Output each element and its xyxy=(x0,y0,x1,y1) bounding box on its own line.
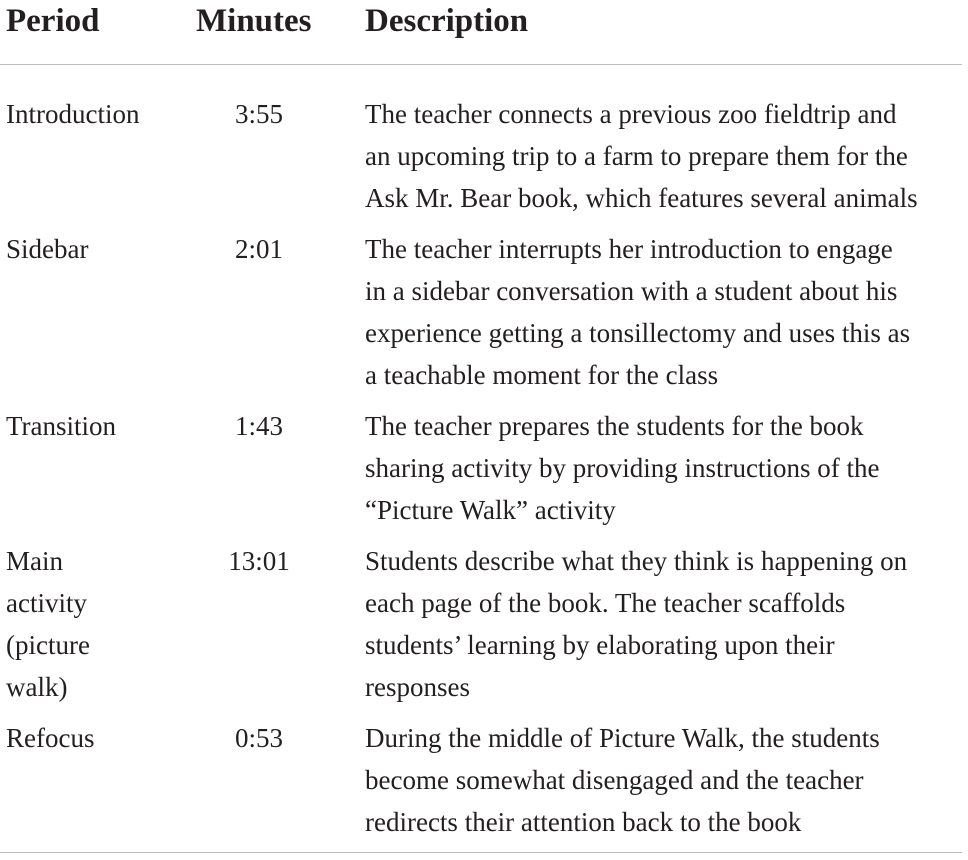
period-line: activity xyxy=(6,588,87,618)
period-cell: Transition xyxy=(6,411,117,441)
table-row xyxy=(0,717,968,843)
period-cell: Refocus xyxy=(6,723,95,753)
description-line: experience getting a tonsillectomy and uses this as xyxy=(365,318,911,348)
description-cell xyxy=(365,540,965,708)
description-line: in a sidebar conversation with a student about his xyxy=(365,276,898,306)
table-row xyxy=(0,540,968,708)
period-cell: Introduction xyxy=(6,99,140,129)
table-row xyxy=(0,405,968,531)
period-line: Main xyxy=(6,546,63,576)
header-minutes: Minutes xyxy=(196,3,312,39)
description-line: The teacher prepares the students for the book xyxy=(365,411,864,441)
description-line: become somewhat disengaged and the teacher xyxy=(365,765,864,795)
description-line: students’ learning by elaborating upon their xyxy=(365,630,835,660)
footer-rule xyxy=(0,852,962,853)
description-line: Students describe what they think is happening on xyxy=(365,546,908,576)
description-line: an upcoming trip to a farm to prepare them for the xyxy=(365,141,908,171)
description-line: The teacher interrupts her introduction to engage xyxy=(365,234,893,264)
description-cell xyxy=(365,228,965,396)
description-line: Ask Mr. Bear book, which features several animals xyxy=(365,183,918,213)
description-line: sharing activity by providing instructions of the xyxy=(365,453,880,483)
minutes-cell: 3:55 xyxy=(234,99,283,129)
description-cell xyxy=(365,93,965,219)
description-line: The teacher connects a previous zoo fieldtrip and xyxy=(365,99,897,129)
description-line: each page of the book. The teacher scaffolds xyxy=(365,588,846,618)
minutes-cell: 13:01 xyxy=(228,546,290,576)
description-line: a teachable moment for the class xyxy=(365,360,719,390)
description-line: responses xyxy=(365,672,470,702)
period-line: walk) xyxy=(6,672,68,702)
header-period: Period xyxy=(6,3,100,39)
description-line: redirects their attention back to the book xyxy=(365,807,802,837)
minutes-cell: 0:53 xyxy=(234,723,283,753)
minutes-cell: 1:43 xyxy=(234,411,283,441)
period-line: (picture xyxy=(6,630,90,660)
description-cell xyxy=(365,405,965,531)
table-header xyxy=(0,0,968,64)
description-cell xyxy=(365,717,965,843)
description-line: “Picture Walk” activity xyxy=(365,495,616,525)
description-line: During the middle of Picture Walk, the students xyxy=(365,723,880,753)
period-cell: Sidebar xyxy=(6,234,89,264)
table-body xyxy=(0,93,968,843)
table-row xyxy=(0,228,968,396)
period-cell xyxy=(6,540,176,708)
table-row xyxy=(0,93,968,219)
header-rule xyxy=(0,64,962,65)
header-description: Description xyxy=(365,3,529,39)
minutes-cell: 2:01 xyxy=(234,234,283,264)
